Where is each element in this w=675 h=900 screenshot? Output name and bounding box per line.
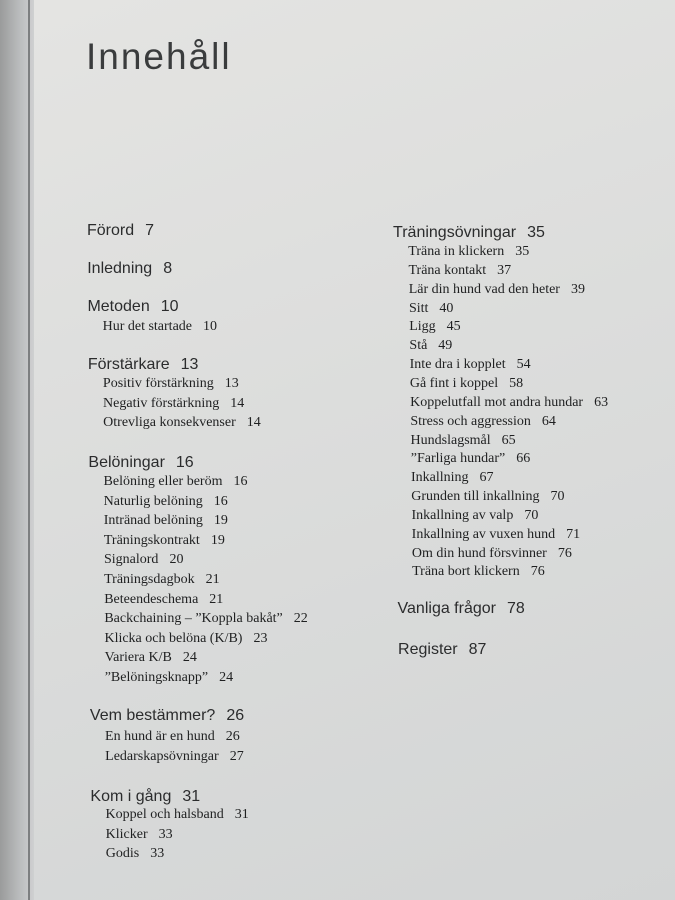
section-title: Vem bestämmer? xyxy=(89,707,216,724)
entry-page-number: 54 xyxy=(516,357,531,373)
toc-entry xyxy=(104,552,183,568)
section-page-number: 10 xyxy=(160,298,179,315)
entry-page-number: 67 xyxy=(479,470,494,486)
binding-shadow xyxy=(28,0,30,900)
toc-entry xyxy=(104,592,223,608)
entry-title: Naturlig belöning xyxy=(103,493,203,509)
toc-section-heading xyxy=(398,600,525,618)
entry-title: Stå xyxy=(409,338,428,354)
toc-entry xyxy=(412,564,545,580)
entry-page-number: 14 xyxy=(246,415,261,431)
section-page-number: 13 xyxy=(180,356,199,373)
toc-entry xyxy=(411,433,516,449)
section-page-number: 8 xyxy=(163,260,173,277)
section-page-number: 26 xyxy=(226,707,245,724)
entry-title: Hundslagsmål xyxy=(410,432,491,448)
entry-title: Stress och aggression xyxy=(410,413,531,429)
toc-entry xyxy=(103,319,217,335)
toc-entry xyxy=(103,376,239,392)
entry-page-number: 16 xyxy=(213,493,228,509)
entry-title: Grunden till inkallning xyxy=(411,489,540,505)
toc-entry xyxy=(410,414,556,430)
section-title: Förstärkare xyxy=(87,356,170,373)
toc-entry xyxy=(104,572,220,588)
section-title: Vanliga frågor xyxy=(397,600,496,617)
toc-entry xyxy=(409,263,512,279)
section-page-number: 16 xyxy=(175,454,194,471)
section-title: Förord xyxy=(87,222,135,239)
entry-page-number: 16 xyxy=(233,474,248,489)
toc-entry xyxy=(409,338,452,354)
toc-entry xyxy=(409,282,585,298)
entry-page-number: 19 xyxy=(210,532,225,548)
toc-entry xyxy=(104,513,228,529)
entry-title: Inkallning xyxy=(411,470,469,486)
entry-page-number: 45 xyxy=(446,319,461,335)
entry-page-number: 70 xyxy=(550,489,565,505)
toc-entry xyxy=(105,650,197,666)
entry-title: Ledarskapsövningar xyxy=(105,748,219,764)
entry-title: ”Belöningsknapp” xyxy=(104,670,209,685)
toc-entry xyxy=(104,474,248,490)
entry-title: Otrevliga konsekvenser xyxy=(103,415,236,431)
toc-entry xyxy=(105,729,240,745)
entry-title: Beteendeschema xyxy=(104,591,199,607)
entry-page-number: 70 xyxy=(524,507,539,523)
entry-page-number: 76 xyxy=(530,564,545,580)
toc-section-heading xyxy=(88,454,193,472)
entry-page-number: 64 xyxy=(541,413,556,429)
toc-entry xyxy=(411,470,494,486)
entry-title: Klicka och belöna (K/B) xyxy=(104,630,243,646)
entry-title: Backchaining – ”Koppla bakåt” xyxy=(104,611,283,627)
toc-entry xyxy=(409,301,453,317)
entry-page-number: 39 xyxy=(570,281,585,297)
entry-title: Hur det startade xyxy=(102,319,193,334)
toc-entry xyxy=(104,631,267,647)
entry-title: Träningsdagbok xyxy=(104,572,195,587)
section-page-number: 78 xyxy=(506,600,525,617)
toc-section-heading xyxy=(90,788,200,806)
toc-entry xyxy=(104,533,225,549)
entry-title: Koppelutfall mot andra hundar xyxy=(410,394,584,410)
entry-title: Ligg xyxy=(409,319,436,335)
entry-page-number: 24 xyxy=(219,670,234,685)
toc-entry xyxy=(409,319,460,335)
section-page-number: 31 xyxy=(182,788,201,805)
entry-title: Inkallning av valp xyxy=(411,507,514,523)
entry-page-number: 66 xyxy=(516,451,531,467)
entry-title: Intränad belöning xyxy=(103,513,203,529)
entry-page-number: 26 xyxy=(225,729,240,744)
entry-title: Träna kontakt xyxy=(408,262,487,278)
toc-entry xyxy=(106,827,173,843)
book-page xyxy=(34,0,675,900)
entry-page-number: 13 xyxy=(224,376,239,391)
entry-page-number: 14 xyxy=(230,395,245,411)
toc-entry xyxy=(411,451,530,467)
entry-page-number: 40 xyxy=(439,300,454,316)
page-title: Innehåll xyxy=(86,36,232,77)
entry-title: Sitt xyxy=(408,300,429,316)
entry-page-number: 49 xyxy=(438,338,453,354)
toc-entry xyxy=(103,396,244,412)
entry-title: Signalord xyxy=(103,552,159,568)
entry-title: Träna bort klickern xyxy=(412,564,520,580)
entry-title: Klicker xyxy=(105,826,148,842)
toc-section-heading xyxy=(87,260,172,278)
entry-title: Godis xyxy=(105,846,140,862)
entry-page-number: 35 xyxy=(515,244,530,259)
entry-title: Lär din hund vad den heter xyxy=(408,281,560,297)
toc-entry xyxy=(410,357,531,373)
toc-section-heading xyxy=(398,641,486,659)
entry-page-number: 71 xyxy=(566,526,581,542)
section-title: Belöningar xyxy=(88,454,165,471)
toc-entry xyxy=(411,508,538,524)
section-title: Register xyxy=(398,641,458,658)
entry-page-number: 21 xyxy=(205,572,220,587)
entry-page-number: 27 xyxy=(229,748,244,764)
entry-page-number: 22 xyxy=(293,611,308,627)
entry-page-number: 24 xyxy=(182,650,197,666)
section-page-number: 35 xyxy=(527,224,545,241)
entry-page-number: 31 xyxy=(234,807,249,822)
toc-entry xyxy=(411,489,564,505)
entry-title: Negativ förstärkning xyxy=(103,395,220,411)
section-page-number: 7 xyxy=(145,222,155,239)
entry-title: Inte dra i kopplet xyxy=(409,357,506,373)
entry-page-number: 33 xyxy=(158,826,173,842)
entry-title: Om din hund försvinner xyxy=(411,545,547,561)
toc-entry xyxy=(410,376,523,392)
section-title: Metoden xyxy=(87,298,150,315)
toc-entry xyxy=(106,846,164,862)
toc-section-heading xyxy=(90,707,244,725)
section-title: Träningsövningar xyxy=(393,224,517,241)
section-page-number: 87 xyxy=(468,641,487,658)
toc-entry xyxy=(103,415,261,431)
section-title: Kom i gång xyxy=(90,788,172,805)
entry-page-number: 21 xyxy=(209,591,224,607)
entry-title: Belöning eller beröm xyxy=(103,474,223,489)
toc-section-heading xyxy=(393,224,545,242)
entry-page-number: 58 xyxy=(509,375,524,391)
toc-entry xyxy=(410,395,608,411)
toc-entry xyxy=(106,807,249,823)
entry-page-number: 65 xyxy=(501,432,516,448)
entry-title: Träna in klickern xyxy=(408,244,505,259)
entry-page-number: 19 xyxy=(213,513,228,529)
entry-page-number: 37 xyxy=(497,262,512,278)
entry-title: Positiv förstärkning xyxy=(102,376,214,391)
entry-title: Inkallning av vuxen hund xyxy=(411,526,556,542)
entry-page-number: 20 xyxy=(169,552,184,568)
entry-title: Variera K/B xyxy=(104,650,172,666)
entry-title: Koppel och halsband xyxy=(105,807,224,822)
entry-page-number: 63 xyxy=(594,394,609,410)
entry-title: Träningskontrakt xyxy=(103,532,200,548)
toc-section-heading xyxy=(87,298,178,316)
entry-page-number: 23 xyxy=(253,630,268,646)
toc-entry xyxy=(105,670,233,686)
toc-entry xyxy=(412,527,580,543)
toc-entry xyxy=(104,494,228,510)
toc-section-heading xyxy=(87,222,154,240)
entry-title: ”Farliga hundar” xyxy=(410,451,506,467)
section-title: Inledning xyxy=(87,260,153,277)
toc-entry xyxy=(104,611,307,627)
toc-entry xyxy=(105,749,244,765)
entry-page-number: 33 xyxy=(150,846,165,862)
entry-title: En hund är en hund xyxy=(105,729,215,744)
toc-section-heading xyxy=(88,356,199,374)
toc-entry xyxy=(408,244,529,260)
entry-title: Gå fint i koppel xyxy=(409,375,499,391)
entry-page-number: 76 xyxy=(557,545,572,561)
entry-page-number: 10 xyxy=(203,319,218,334)
toc-entry xyxy=(412,546,572,562)
